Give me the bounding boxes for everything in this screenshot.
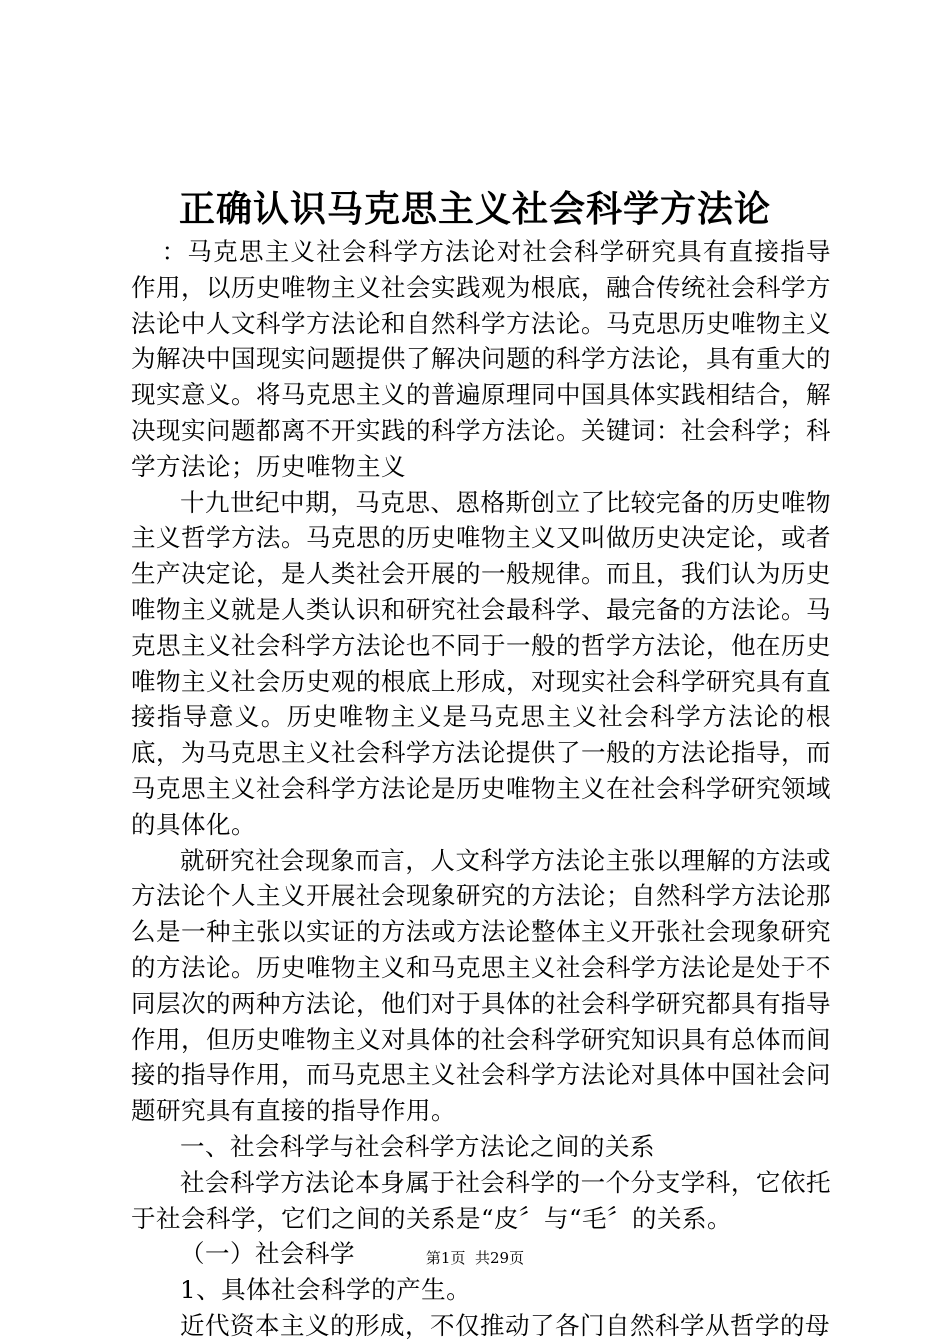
document-body	[131, 234, 831, 1344]
page-number: 第1页	[425, 1249, 466, 1267]
body-paragraph: 近代资本主义的形成，不仅推动了各门自然科学从哲学的母	[180, 1310, 830, 1340]
section-heading: 一、社会科学与社会科学方法论之间的关系	[180, 1131, 655, 1161]
abstract-paragraph: ：马克思主义社会科学方法论对社会科学研究具有直接指导作用，以历史唯物主义社会实践观为根底，融合传统社会科学方法论中人文科学方法论和自然科学方法论。马克思历史唯物主义为解决中国现实问题提供了解决问题的科学方法论，具有重大的现实意义。将马克思主义的普遍原理同中国具体实践相结合，解决现实问题都离不开实践的科学方法论。关键词：社会科学；科学方法论；历史唯物主义	[131, 237, 831, 481]
subsection-heading: （一）社会科学	[180, 1239, 355, 1269]
body-paragraph: 十九世纪中期，马克思、恩格斯创立了比较完备的历史唯物主义哲学方法。马克思的历史唯物主义又叫做历史决定论，或者生产决定论，是人类社会开展的一般规律。而且，我们认为历史唯物主义就是人类认识和研究社会最科学、最完备的方法论。马克思主义社会科学方法论也不同于一般的哲学方法论，他在历史唯物主义社会历史观的根底上形成，对现实社会科学研究具有直接指导意义。历史唯物主义是马克思主义社会科学方法论的根底，为马克思主义社会科学方法论提供了一般的方法论指导，而马克思主义社会科学方法论是历史唯物主义在社会科学研究领域的具体化。	[131, 487, 831, 839]
numbered-heading: 1、具体社会科学的产生。	[180, 1275, 472, 1305]
document-title: 正确认识马克思主义社会科学方法论	[178, 188, 771, 230]
page-footer	[0, 1248, 950, 1268]
page-total: 共29页	[475, 1249, 525, 1267]
body-paragraph: 就研究社会现象而言，人文科学方法论主张以理解的方法或方法论个人主义开展社会现象研究的方法论；自然科学方法论那么是一种主张以实证的方法或方法论整体主义开张社会现象研究的方法论。历史唯物主义和马克思主义社会科学方法论是处于不同层次的两种方法论，他们对于具体的社会科学研究都具有指导作用，但历史唯物主义对具体的社会科学研究知识具有总体而间接的指导作用，而马克思主义社会科学方法论对具体中国社会问题研究具有直接的指导作用。	[131, 845, 831, 1126]
body-paragraph: 社会科学方法论本身属于社会科学的一个分支学科，它依托于社会科学，它们之间的关系是“皮〞与“毛〞的关系。	[131, 1167, 831, 1233]
